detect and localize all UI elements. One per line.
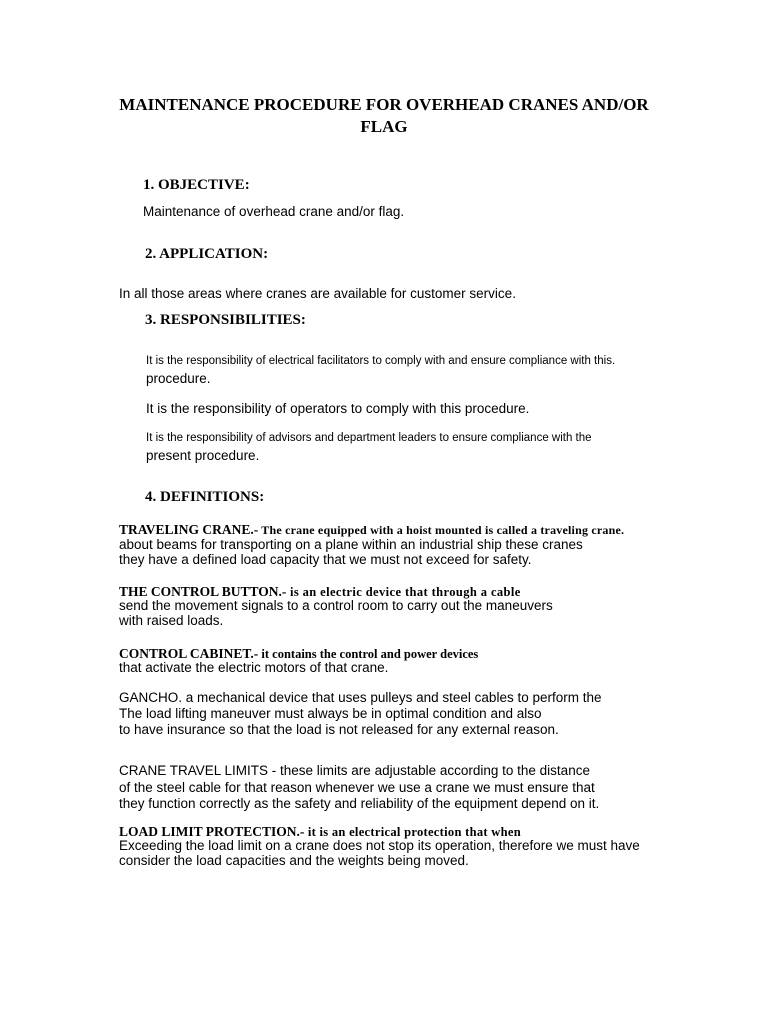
definition-control-cabinet-line2: that activate the electric motors of that crane. [119,660,389,675]
definition-gancho-line3: to have insurance so that the load is not released for any external reason. [119,722,559,737]
application-text: In all those areas where cranes are available for customer service. [119,286,516,301]
definition-text: it is an electrical protection that when [304,825,521,839]
definition-text: The crane equipped with a hoist mounted is called a traveling crane. [258,523,625,537]
definition-control-button-line2: send the movement signals to a control room to carry out the maneuvers [119,598,553,613]
application-heading: 2. APPLICATION: [145,246,269,262]
definition-text: it contains the control and power devices [258,647,479,661]
definition-text: is an electric device that through a cable [286,585,521,599]
objective-text: Maintenance of overhead crane and/or flag. [143,204,405,219]
responsibilities-heading: 3. RESPONSIBILITIES: [145,312,306,328]
definition-control-button-line3: with raised loads. [119,613,224,628]
document-title-line2: FLAG [360,117,408,136]
definition-travel-limits-line1: CRANE TRAVEL LIMITS - these limits are adjustable according to the distance [119,763,590,778]
definition-term: THE CONTROL BUTTON.- [119,584,287,599]
responsibility-1-line2: procedure. [146,371,211,386]
responsibility-3-line1: It is the responsibility of advisors and department leaders to ensure compliance with the [146,432,592,444]
definition-traveling-crane-line2: about beams for transporting on a plane within an industrial ship these cranes [119,537,583,552]
definition-traveling-crane-line3: they have a defined load capacity that we must not exceed for safety. [119,552,532,567]
responsibility-3-line2: present procedure. [146,448,260,463]
objective-heading: 1. OBJECTIVE: [143,177,250,193]
definition-term: LOAD LIMIT PROTECTION.- [119,824,305,839]
definition-term: CONTROL CABINET.- [119,646,259,661]
responsibility-1-line1: It is the responsibility of electrical facilitators to comply with and ensure compliance with this. [146,355,616,367]
definition-gancho-line2: The load lifting maneuver must always be in optimal condition and also [119,706,542,721]
definition-gancho-line1: GANCHO. a mechanical device that uses pulleys and steel cables to perform the [119,690,602,705]
document-title-line1: MAINTENANCE PROCEDURE FOR OVERHEAD CRANES AND/OR [119,95,649,114]
definition-load-limit-line2: Exceeding the load limit on a crane does not stop its operation, therefore we must have [119,838,640,853]
definition-travel-limits-line2: of the steel cable for that reason whenever we use a crane we must ensure that [119,780,595,795]
responsibility-2: It is the responsibility of operators to comply with this procedure. [146,401,530,416]
definition-load-limit-line3: consider the load capacities and the weights being moved. [119,853,469,868]
definition-term: TRAVELING CRANE.- [119,522,259,537]
definition-travel-limits-line3: they function correctly as the safety and reliability of the equipment depend on it. [119,796,600,811]
definitions-heading: 4. DEFINITIONS: [145,489,265,505]
